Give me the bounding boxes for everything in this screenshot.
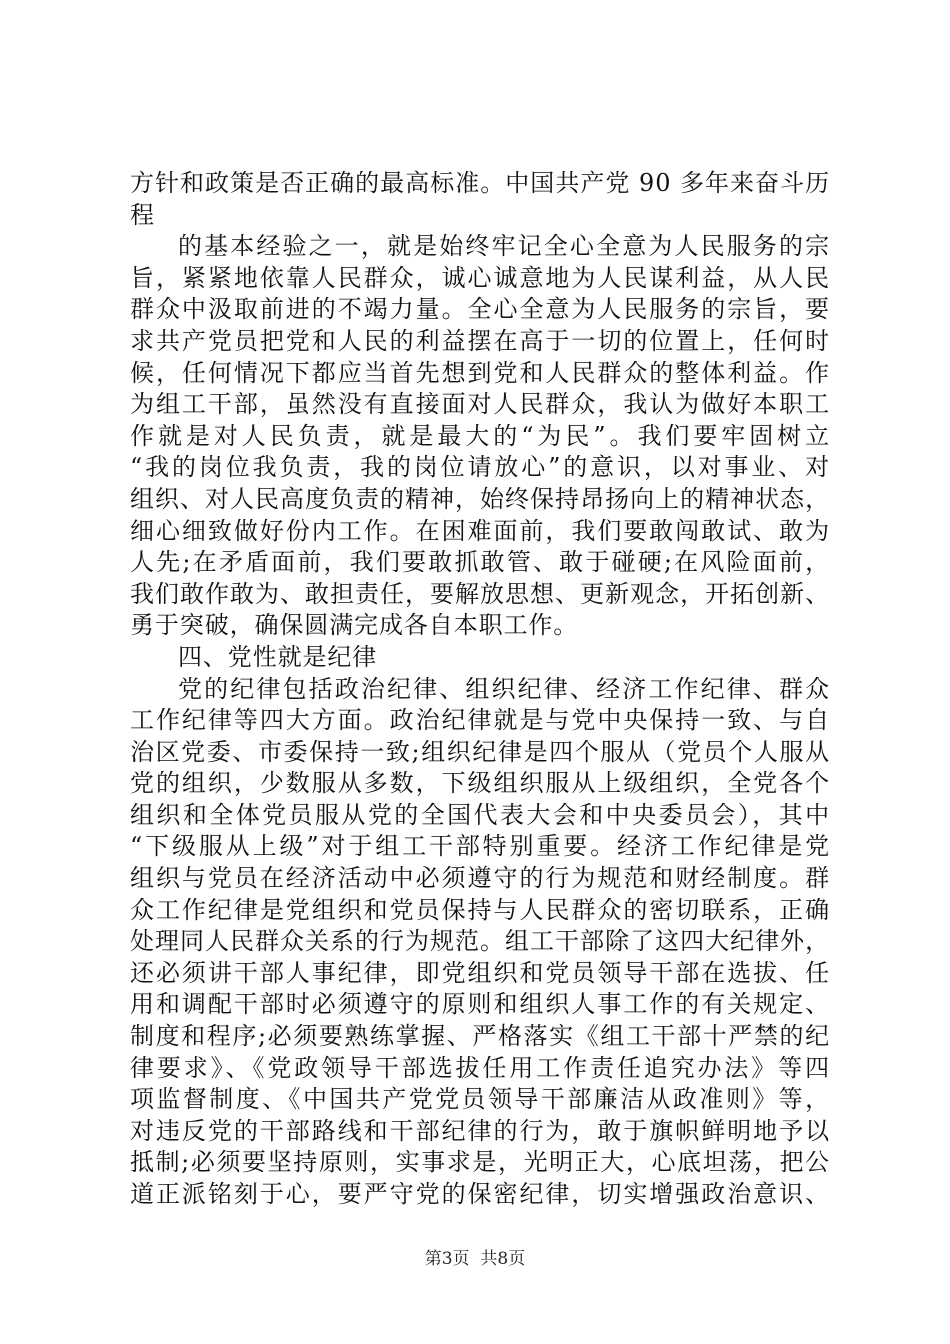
text-line: 旨，紧紧地依靠人民群众，诚心诚意地为人民谋利益，从人民 <box>130 263 830 292</box>
text-line: 候，任何情况下都应当首先想到党和人民群众的整体利益。作 <box>130 358 830 387</box>
text-line: 四、党性就是纪律 <box>178 642 378 671</box>
text-line: 处理同人民群众关系的行为规范。组工干部除了这四大纪律外， <box>130 927 830 956</box>
text-line: 党的纪律包括政治纪律、组织纪律、经济工作纪律、群众 <box>178 674 830 703</box>
text-line: 为组工干部，虽然没有直接面对人民群众，我认为做好本职工 <box>130 390 830 419</box>
text-line: 抵制;必须要坚持原则，实事求是，光明正大，心底坦荡，把公 <box>130 1148 830 1177</box>
text-line: 治区党委、市委保持一致;组织纪律是四个服从（党员个人服从 <box>130 737 830 766</box>
text-line: 工作纪律等四大方面。政治纪律就是与党中央保持一致、与自 <box>130 706 830 735</box>
text-line: 组织和全体党员服从党的全国代表大会和中央委员会），其中 <box>130 800 830 829</box>
text-line: 还必须讲干部人事纪律，即党组织和党员领导干部在选拔、任 <box>130 958 830 987</box>
text-line: 党的组织，少数服从多数，下级组织服从上级组织，全党各个 <box>130 769 830 798</box>
text-line: 求共产党员把党和人民的利益摆在高于一切的位置上，任何时 <box>130 326 830 355</box>
text-line: 人先;在矛盾面前，我们要敢抓敢管、敢于碰硬;在风险面前， <box>130 548 830 577</box>
text-line: 群众中汲取前进的不竭力量。全心全意为人民服务的宗旨，要 <box>130 295 830 324</box>
text-line: 道正派铭刻于心，要严守党的保密纪律，切实增强政治意识、 <box>130 1180 830 1208</box>
text-line: “我的岗位我负责，我的岗位请放心”的意识，以对事业、对 <box>130 453 830 482</box>
text-line: 制度和程序;必须要熟练掌握、严格落实《组工干部十严禁的纪 <box>130 1022 830 1051</box>
text-line: 律要求》、《党政领导干部选拔任用工作责任追究办法》等四 <box>130 1053 830 1082</box>
text-line: 组织与党员在经济活动中必须遵守的行为规范和财经制度。群 <box>130 864 830 893</box>
text-line: 的基本经验之一，就是始终牢记全心全意为人民服务的宗 <box>178 232 830 261</box>
text-line: 细心细致做好份内工作。在困难面前，我们要敢闯敢试、敢为 <box>130 516 830 545</box>
text-line: 我们敢作敢为、敢担责任，要解放思想、更新观念，开拓创新、 <box>130 579 830 608</box>
page-number-label: 第3页 共8页 <box>424 1249 526 1269</box>
text-line: 组织、对人民高度负责的精神，始终保持昂扬向上的精神状态， <box>130 484 830 513</box>
text-line: 方针和政策是否正确的最高标准。中国共产党 90 多年来奋斗历 <box>130 169 830 197</box>
text-line: 对违反党的干部路线和干部纪律的行为，敢于旗帜鲜明地予以 <box>130 1116 830 1145</box>
text-line: 众工作纪律是党组织和党员保持与人民群众的密切联系，正确 <box>130 895 830 924</box>
text-line: 勇于突破，确保圆满完成各自本职工作。 <box>130 611 579 640</box>
text-line: 项监督制度、《中国共产党党员领导干部廉洁从政准则》等， <box>130 1085 830 1114</box>
document-body <box>130 168 830 1211</box>
text-line: 作就是对人民负责，就是最大的“为民”。我们要牢固树立 <box>130 421 830 450</box>
text-line: 用和调配干部时必须遵守的原则和组织人事工作的有关规定、 <box>130 990 830 1019</box>
text-line: 程 <box>130 200 155 229</box>
page-footer <box>0 1244 950 1269</box>
text-line: “下级服从上级”对于组工干部特别重要。经济工作纪律是党 <box>130 832 830 861</box>
